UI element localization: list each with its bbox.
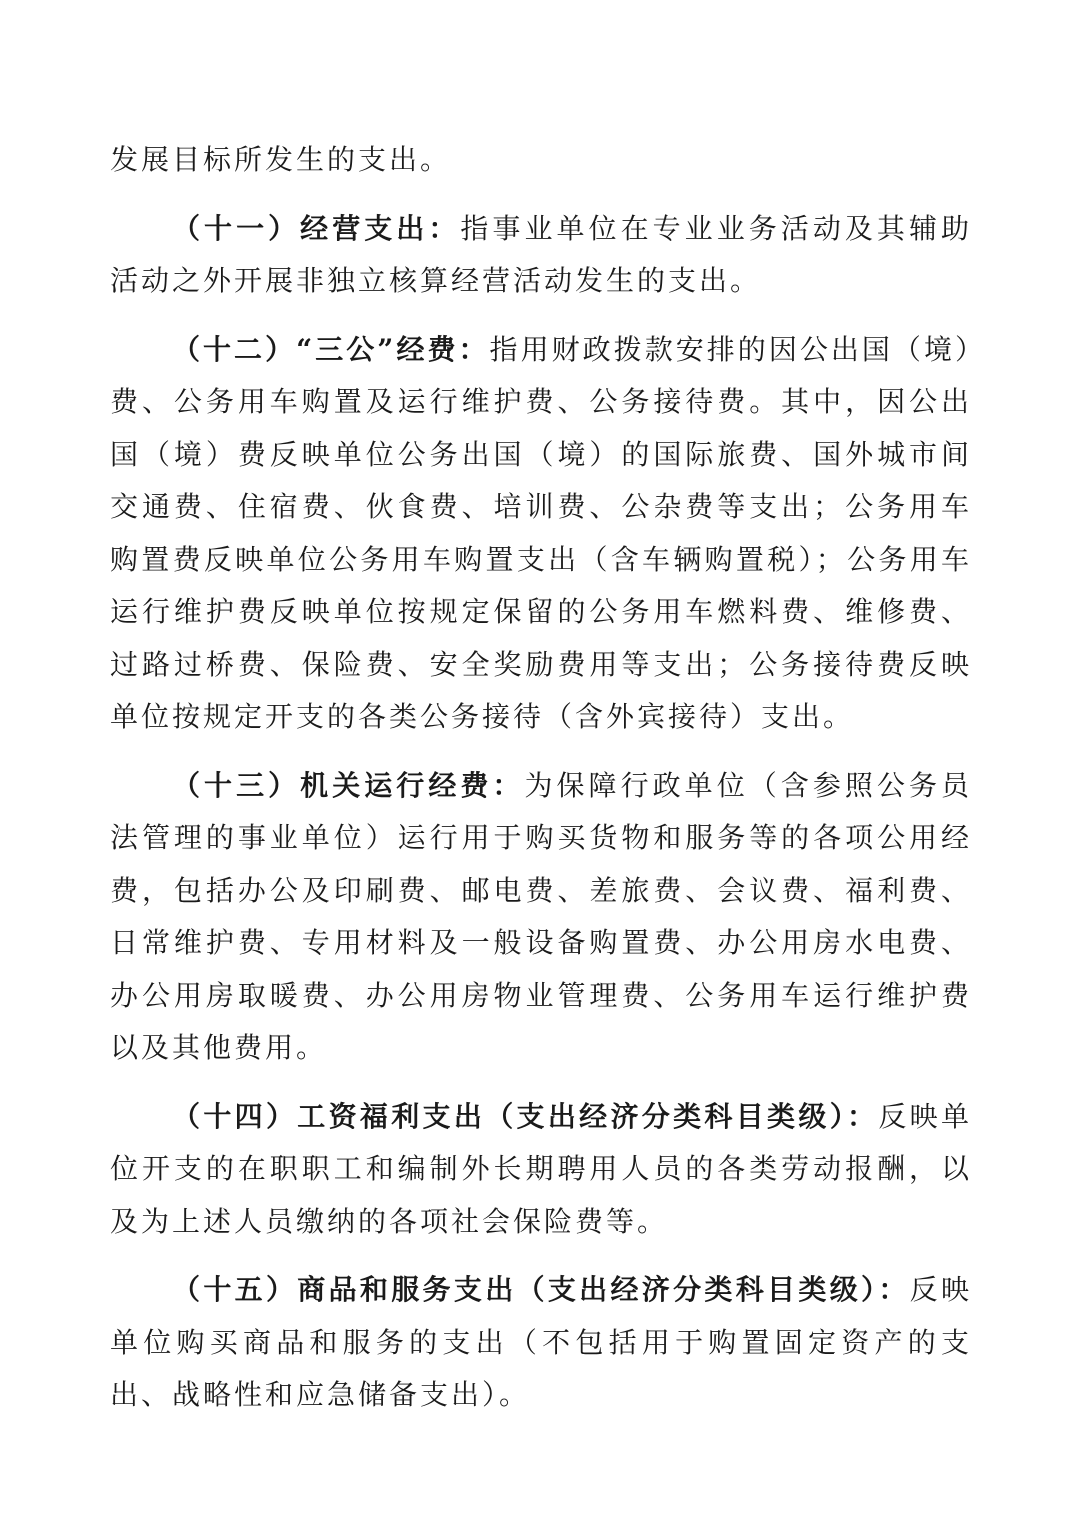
- paragraph-wages-welfare: [110, 1091, 972, 1249]
- paragraph-text: 指用财政拨款安排的因公出国（境）费、公务用车购置及运行维护费、公务接待费。其中，因公出国（境）费反映单位公务出国（境）的国际旅费、国外城市间交通费、住宿费、伙食费、培训费、公杂费等支出；公务用车购置费反映单位公务用车购置支出（含车辆购置税）；公务用车运行维护费反映单位按规定保留的公务用车燃料费、维修费、过路过桥费、保险费、安全奖励费用等支出；公务接待费反映单位按规定开支的各类公务接待（含外宾接待）支出。: [110, 332, 972, 733]
- paragraph-term: （十一）经营支出：: [172, 211, 461, 245]
- paragraph-text: 发展目标所发生的支出。: [110, 143, 452, 176]
- paragraph-term: （十四）工资福利支出（支出经济分类科目类级）：: [172, 1099, 879, 1133]
- paragraph-text: 为保障行政单位（含参照公务员法管理的事业单位）运行用于购买货物和服务等的各项公用经费，包括办公及印刷费、邮电费、差旅费、会议费、福利费、日常维护费、专用材料及一般设备购置费、办公用房水电费、办公用房取暖费、办公用房物业管理费、公务用车运行维护费以及其他费用。: [110, 768, 972, 1064]
- paragraph-term: （十五）商品和服务支出（支出经济分类科目类级）：: [172, 1273, 910, 1306]
- paragraph-operating-expenditure: [110, 203, 972, 308]
- paragraph-three-public-expenses: [110, 324, 972, 744]
- paragraph-text: 反映单位购买商品和服务的支出（不包括用于购置固定资产的支出、战略性和应急储备支出）。: [110, 1273, 972, 1411]
- paragraph-term: （十三）机关运行经费：: [172, 768, 525, 802]
- paragraph-agency-operating-funds: [110, 760, 972, 1075]
- paragraph-continuation: [110, 134, 972, 187]
- paragraph-text: 反映单位开支的在职职工和编制外长期聘用人员的各类劳动报酬，以及为上述人员缴纳的各项社会保险费等。: [110, 1099, 972, 1238]
- paragraph-term: （十二）“三公”经费：: [172, 332, 490, 366]
- paragraph-goods-services: [110, 1264, 972, 1422]
- paragraph-text: 指事业单位在专业业务活动及其辅助活动之外开展非独立核算经营活动发生的支出。: [110, 211, 972, 297]
- document-body: [110, 134, 972, 1422]
